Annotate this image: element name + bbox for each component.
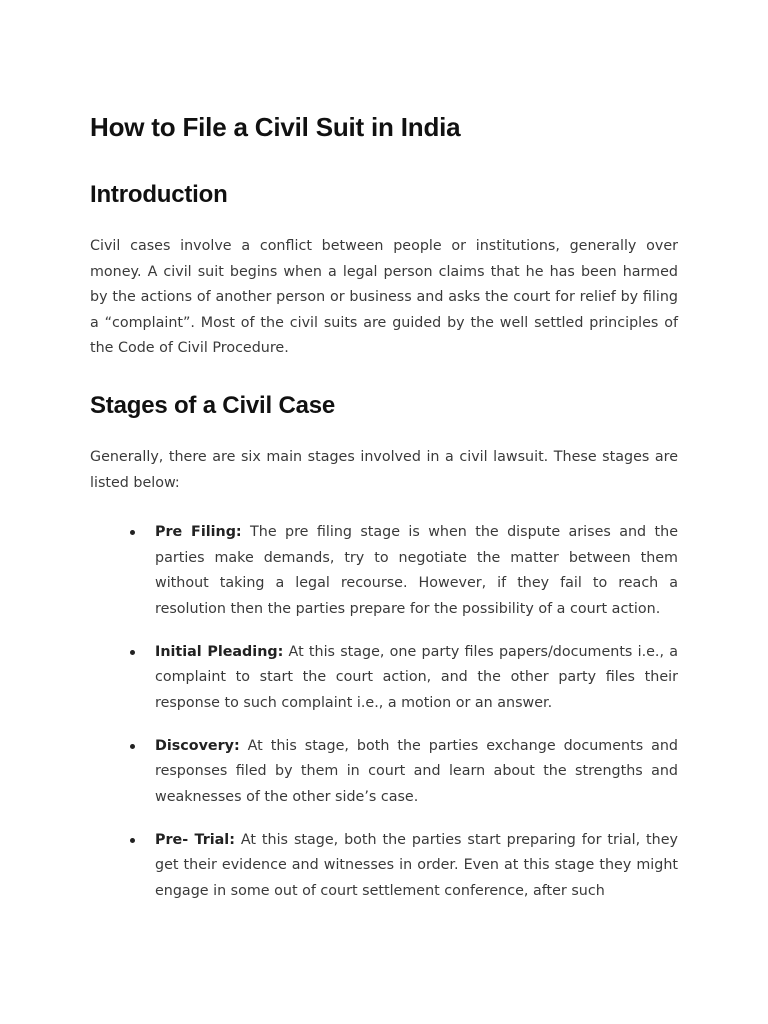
stage-description: At this stage, both the parties start preparing for trial, they get their evidence and witnesses in order. Even at this stage they might engage in some out of court settlement conference, after such (155, 831, 678, 899)
stage-name: Initial Pleading: (155, 643, 284, 660)
bullet-icon (130, 650, 135, 655)
stage-name: Pre Filing: (155, 524, 242, 540)
stage-item-pre-trial (90, 828, 678, 905)
stages-intro-paragraph: Generally, there are six main stages involved in a civil lawsuit. These stages are listed below: (90, 449, 678, 491)
stage-item-discovery (90, 734, 678, 811)
stages-heading: Stages of a Civil Case (90, 392, 336, 419)
stage-item-initial-pleading (90, 640, 678, 717)
stages-list (90, 520, 678, 922)
stage-description: At this stage, both the parties exchange documents and responses filed by them in court and learn about the strengths and weaknesses of the other side’s case. (155, 737, 678, 805)
stage-name: Discovery: (155, 737, 240, 754)
bullet-icon (130, 530, 135, 535)
stage-item-pre-filing (90, 520, 678, 622)
stage-name: Pre- Trial: (155, 831, 235, 848)
introduction-heading: Introduction (90, 181, 228, 208)
stage-description: At this stage, one party files papers/documents i.e., a complaint to start the court action, and the other party files their response to such complaint i.e., a motion or an answer. (155, 643, 678, 711)
bullet-icon (130, 744, 135, 749)
introduction-paragraph: Civil cases involve a conflict between people or institutions, generally over money. A civil suit begins when a legal person claims that he has been harmed by the actions of another person or business and asks the court for relief by filing a “complaint”. Most of the civil suits are guided by the well settled principles of the Code of Civil Procedure. (90, 238, 678, 356)
bullet-icon (130, 838, 135, 843)
document-title: How to File a Civil Suit in India (90, 112, 461, 142)
stage-description: The pre filing stage is when the dispute arises and the parties make demands, try to negotiate the matter between them without taking a legal recourse. However, if they fail to reach a resolution then the parties prepare for the possibility of a court action. (155, 524, 678, 617)
